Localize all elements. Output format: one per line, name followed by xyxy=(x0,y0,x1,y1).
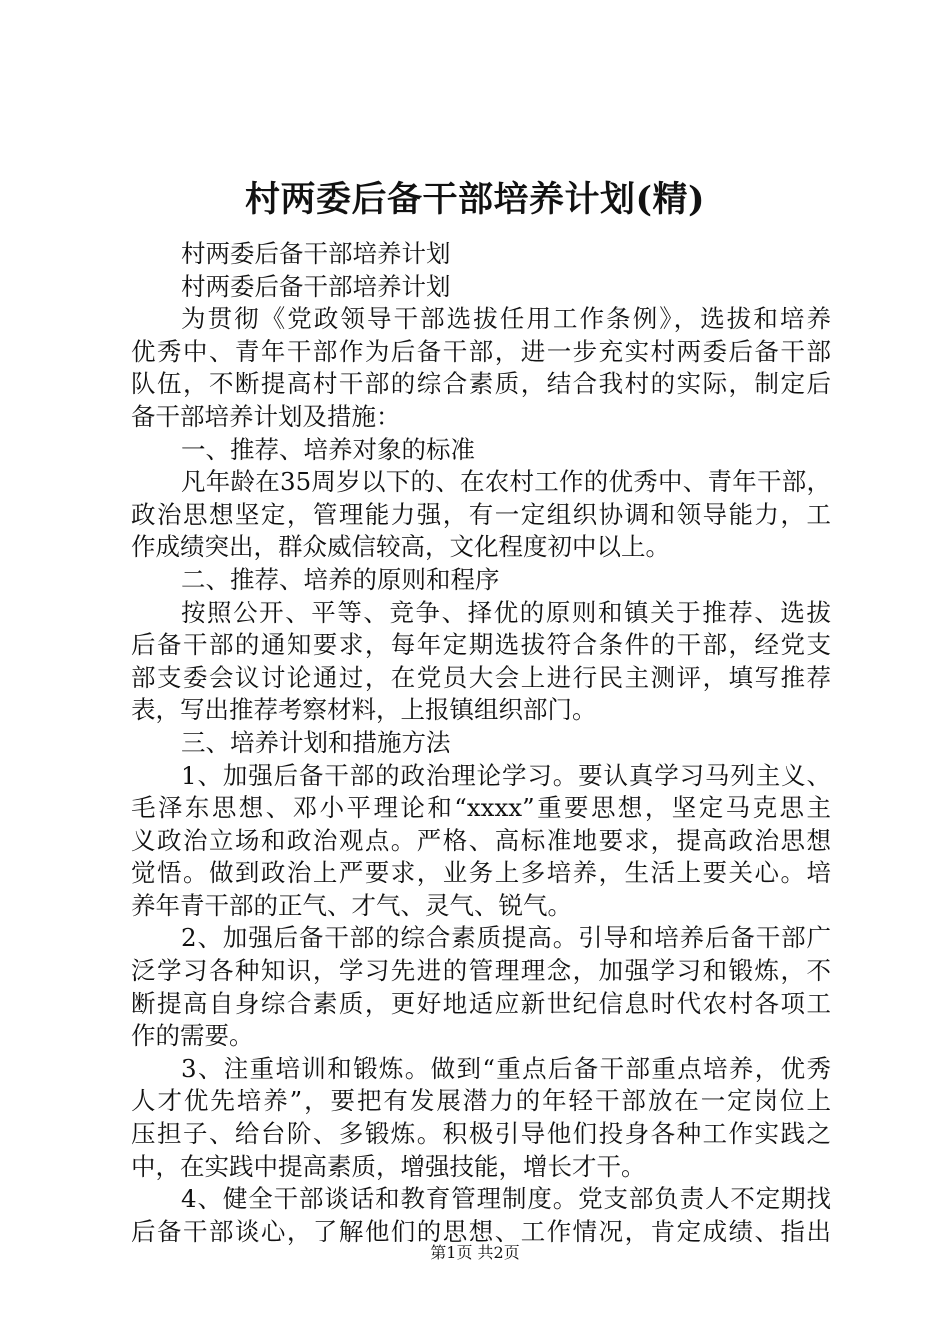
section-heading: 三、培养计划和措施方法 xyxy=(181,727,451,757)
paragraph-line: 后备干部的通知要求，每年定期选拔符合条件的干部，经党支 xyxy=(131,630,831,660)
paragraph-line: 压担子、给台阶、多锻炼。积极引导他们投身各种工作实践之 xyxy=(131,1119,831,1149)
document-body xyxy=(131,238,831,1248)
paragraph-line: 人才优先培养”，要把有发展潜力的年轻干部放在一定岗位上 xyxy=(131,1086,831,1116)
paragraph-line: 为贯彻《党政领导干部选拔任用工作条例》，选拔和培养 xyxy=(181,304,831,334)
paragraph-line: 觉悟。做到政治上严要求，业务上多培养，生活上要关心。培 xyxy=(131,858,831,888)
subtitle-line: 村两委后备干部培养计划 xyxy=(181,239,451,268)
paragraph-line: 义政治立场和政治观点。严格、高标准地要求，提高政治思想 xyxy=(131,825,831,855)
paragraph-line: 优秀中、青年干部作为后备干部，进一步充实村两委后备干部 xyxy=(131,336,831,366)
paragraph-line: 毛泽东思想、邓小平理论和“xxxx”重要思想，坚定马克思主 xyxy=(131,793,831,823)
paragraph-line: 按照公开、平等、竞争、择优的原则和镇关于推荐、选拔 xyxy=(181,597,831,627)
section-heading: 一、推荐、培养对象的标准 xyxy=(181,434,475,464)
paragraph-line: 养年青干部的正气、才气、灵气、锐气。 xyxy=(131,890,572,920)
paragraph-line: 队伍，不断提高村干部的综合素质，结合我村的实际，制定后 xyxy=(131,369,831,399)
section-heading: 二、推荐、培养的原则和程序 xyxy=(181,564,500,594)
subtitle-line: 村两委后备干部培养计划 xyxy=(181,271,451,301)
paragraph-line: 政治思想坚定，管理能力强，有一定组织协调和领导能力，工 xyxy=(131,499,831,529)
paragraph-line: 部支委会议讨论通过，在党员大会上进行民主测评，填写推荐 xyxy=(131,662,831,692)
paragraph-line: 作的需要。 xyxy=(131,1021,254,1051)
paragraph-line: 凡年龄在35周岁以下的、在农村工作的优秀中、青年干部， xyxy=(181,467,831,497)
paragraph-line: 中，在实践中提高素质，增强技能，增长才干。 xyxy=(131,1151,646,1181)
paragraph-line: 2、加强后备干部的综合素质提高。引导和培养后备干部广 xyxy=(181,923,831,953)
document-title: 村两委后备干部培养计划(精) xyxy=(244,179,706,220)
paragraph-line: 作成绩突出，群众威信较高，文化程度初中以上。 xyxy=(131,532,670,562)
page-footer: 第1页 共2页 xyxy=(430,1243,520,1262)
paragraph-line: 1、加强后备干部的政治理论学习。要认真学习马列主义、 xyxy=(181,760,831,790)
paragraph-line: 4、健全干部谈话和教育管理制度。党支部负责人不定期找 xyxy=(181,1184,831,1214)
paragraph-line: 表，写出推荐考察材料，上报镇组织部门。 xyxy=(131,695,597,725)
paragraph-line: 泛学习各种知识，学习先进的管理理念，加强学习和锻炼，不 xyxy=(131,956,831,986)
paragraph-line: 后备干部谈心，了解他们的思想、工作情况，肯定成绩、指出 xyxy=(131,1216,831,1246)
paragraph-line: 断提高自身综合素质，更好地适应新世纪信息时代农村各项工 xyxy=(131,988,831,1018)
paragraph-line: 3、注重培训和锻炼。做到“重点后备干部重点培养，优秀 xyxy=(181,1053,831,1083)
paragraph-line: 备干部培养计划及措施： xyxy=(131,401,401,431)
